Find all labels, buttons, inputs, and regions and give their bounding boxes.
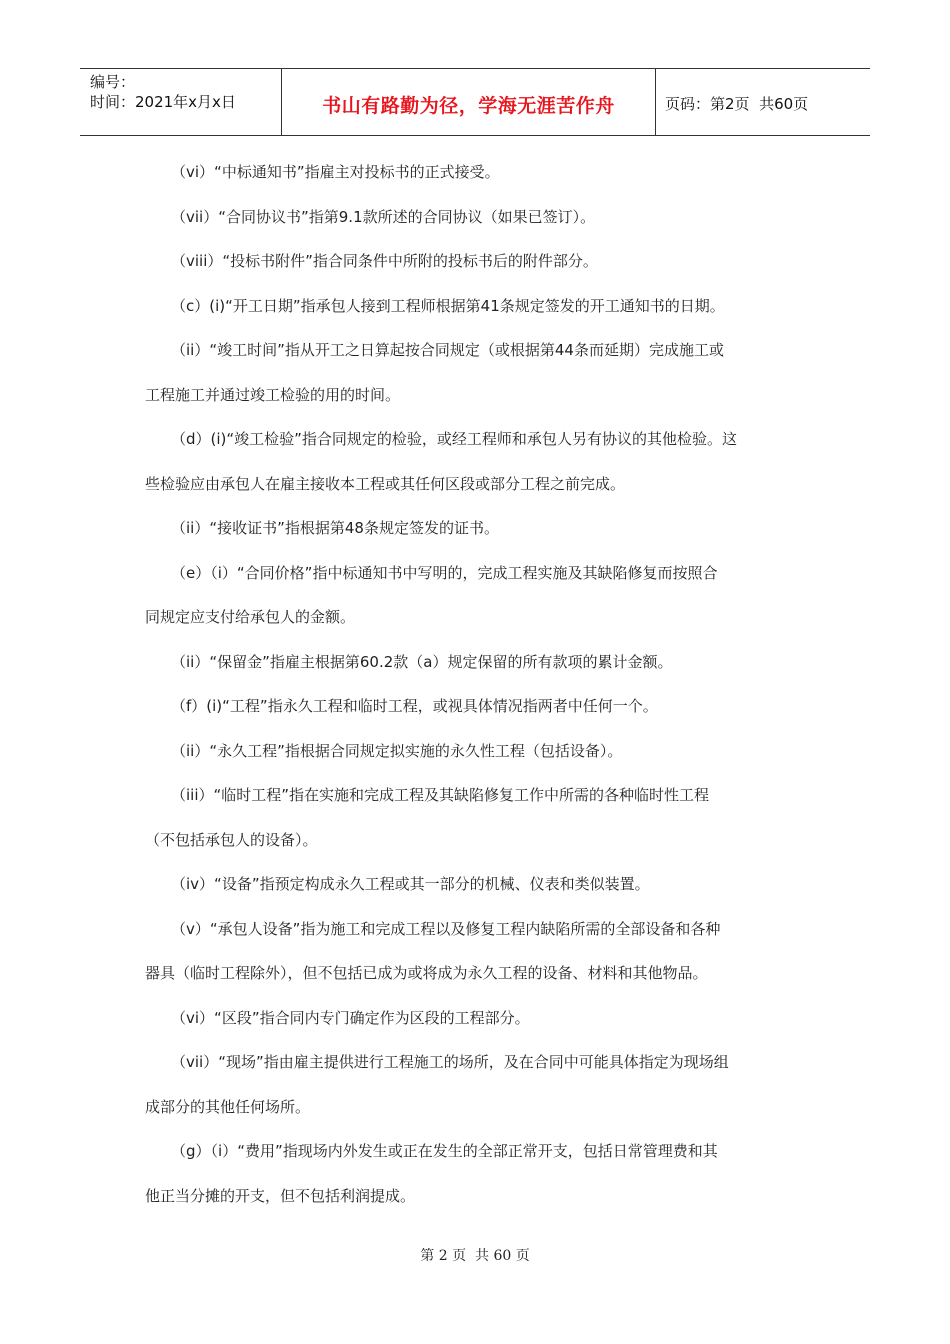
text-line: （v）“承包人设备”指为施工和完成工程以及修复工程内缺陷所需的全部设备和各种 bbox=[171, 919, 721, 938]
text-line: （e）（i）“合同价格”指中标通知书中写明的，完成工程实施及其缺陷修复而按照合 bbox=[171, 563, 718, 582]
text-line: （vi）“区段”指合同内专门确定作为区段的工程部分。 bbox=[171, 1008, 530, 1027]
text-line: （vi）“中标通知书”指雇主对投标书的正式接受。 bbox=[171, 163, 500, 181]
text-line: 他正当分摊的开支，但不包括利润提成。 bbox=[145, 1186, 416, 1205]
text-line: （vii）“合同协议书”指第9.1款所述的合同协议（如果已签订）。 bbox=[171, 207, 596, 226]
text-line: （g）（i）“费用”指现场内外发生或正在发生的全部正常开支，包括日常管理费和其 bbox=[171, 1142, 718, 1160]
text-line: （ii）“保留金”指雇主根据第60.2款（a）规定保留的所有款项的累计金额。 bbox=[171, 652, 673, 671]
text-line: （ii）“接收证书”指根据第48条规定签发的证书。 bbox=[171, 519, 499, 537]
document-number-label: 编号： bbox=[90, 73, 136, 91]
text-line: （ii）“竣工时间”指从开工之日算起按合同规定（或根据第44条而延期）完成施工或 bbox=[171, 341, 724, 359]
text-line: （c）(i)“开工日期”指承包人接到工程师根据第41条规定签发的开工通知书的日期。 bbox=[171, 296, 725, 315]
text-line: （d）(i)“竣工检验”指合同规定的检验，或经工程师和承包人另有协议的其他检验。这 bbox=[171, 430, 737, 448]
text-line: （不包括承包人的设备）。 bbox=[145, 830, 318, 849]
header-meta bbox=[90, 72, 236, 112]
text-line: 成部分的其他任何场所。 bbox=[145, 1097, 311, 1116]
document-header bbox=[80, 68, 870, 136]
text-line: 工程施工并通过竣工检验的用的时间。 bbox=[145, 385, 401, 404]
page-footer: 第 2 页 共 60 页 bbox=[420, 1248, 530, 1264]
text-line: （ii）“永久工程”指根据合同规定拟实施的永久性工程（包括设备）。 bbox=[171, 741, 623, 760]
document-time-label: 时间：2021年x月x日 bbox=[90, 93, 236, 111]
header-motto: 书山有路勤为径，学海无涯苦作舟 bbox=[322, 95, 615, 117]
document-body bbox=[145, 150, 810, 1218]
text-line: （vii）“现场”指由雇主提供进行工程施工的场所，及在合同中可能具体指定为现场组 bbox=[171, 1053, 729, 1071]
text-line: 器具（临时工程除外），但不包括已成为或将成为永久工程的设备、材料和其他物品。 bbox=[145, 964, 708, 982]
text-line: （f）(i)“工程”指永久工程和临时工程，或视具体情况指两者中任何一个。 bbox=[171, 697, 658, 715]
text-line: 同规定应支付给承包人的金额。 bbox=[145, 608, 356, 626]
text-line: （viii）“投标书附件”指合同条件中所附的投标书后的附件部分。 bbox=[171, 252, 598, 270]
header-divider-right bbox=[655, 69, 656, 135]
text-line: 些检验应由承包人在雇主接收本工程或其任何区段或部分工程之前完成。 bbox=[145, 474, 626, 493]
text-line: （iii）“临时工程”指在实施和完成工程及其缺陷修复工作中所需的各种临时性工程 bbox=[171, 786, 710, 804]
text-line: （iv）“设备”指预定构成永久工程或其一部分的机械、仪表和类似装置。 bbox=[171, 875, 650, 893]
header-page-info: 页码：第2页 共60页 bbox=[665, 95, 809, 113]
